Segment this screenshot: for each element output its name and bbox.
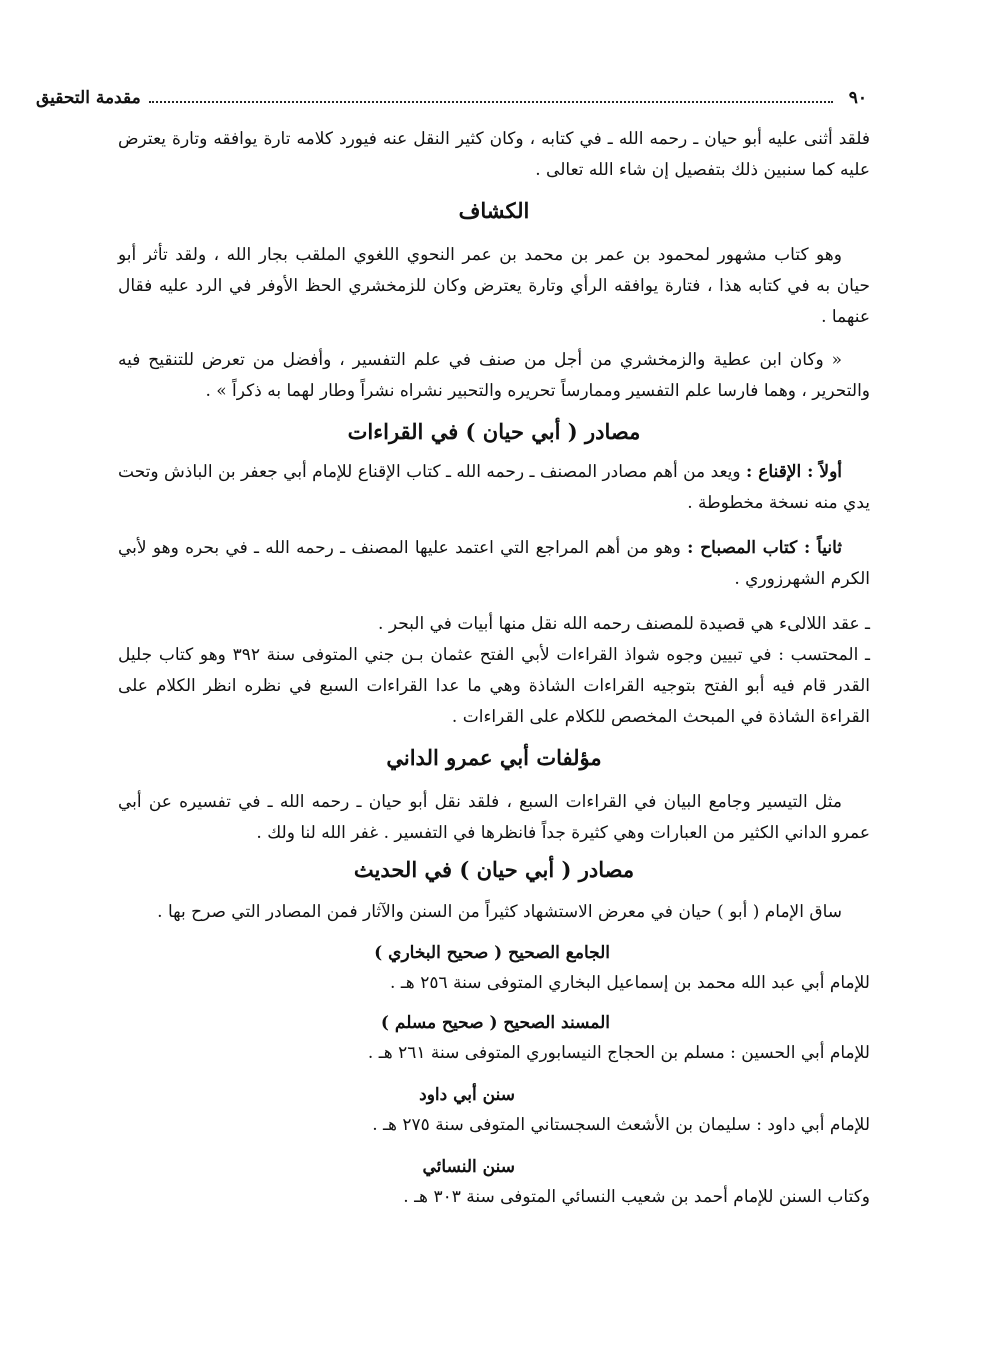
leader-dots	[149, 101, 833, 103]
misbah-text: وهو من أهم المراجع التي اعتمد عليها المصنف ـ رحمه الله ـ في بحره وهو لأبي الكرم الشهرزوري .	[118, 538, 870, 589]
muslim-text: للإمام أبي الحسين : مسلم بن الحجاج النيسابوري المتوفى سنة ٢٦١ هـ .	[367, 1043, 870, 1063]
iqna-lead: أولاً : الإقناع :	[746, 462, 843, 482]
misbah-paragraph	[118, 533, 870, 595]
abudawud-text: للإمام أبي داود : سليمان بن الأشعث السجستاني المتوفى سنة ٢٧٥ هـ .	[372, 1115, 870, 1135]
running-header	[36, 84, 867, 112]
muhtasab-item: ـ المحتسب : في تبيين وجوه شواذ القراءات لأبي الفتح عثمان بـن جني المتوفى سنة ٣٩٢ وهو كتاب جليل القدر قام فيه أبو الفتح بتوجيه القراءات الشاذة وهي ما عدا القراءات السبع في نظره انظر الكلام على القراءة الشاذة في المبحث المخصص للكلام على القراءات .	[118, 645, 870, 727]
muslim-title: المسند الصحيح ( صحيح مسلم )	[380, 1013, 610, 1033]
intro-paragraph: فلقد أثنى عليه أبو حيان ـ رحمه الله ـ في كتابه ، وكان كثير النقل عنه فيورد كلامه تارة يوافقه وتارة يعترض عليه كما سنبين ذلك بتفصيل إن شاء الله تعالى .	[118, 129, 870, 180]
page-number: ٩٠	[848, 88, 867, 108]
bukhari-text: للإمام أبي عبد الله محمد بن إسماعيل البخاري المتوفى سنة ٢٥٦ هـ .	[390, 973, 870, 993]
qiraat-heading: مصادر ( أبي حيان ) في القراءات	[347, 419, 641, 444]
nasai-title: سنن النسائي	[422, 1157, 515, 1177]
dani-heading: مؤلفات أبي عمرو الداني	[386, 745, 602, 770]
nasai-text: وكتاب السنن للإمام أحمد بن شعيب النسائي المتوفى سنة ٣٠٣ هـ .	[403, 1187, 870, 1207]
kashshaf-paragraph: وهو كتاب مشهور لمحمود بن عمر بن محمد بن عمر النحوي اللغوي الملقب بجار الله ، ولقد تأثر أبو حيان به في كتابه هذا ، فتارة يوافقه الرأي وتارة يعترض وكان للزمخشري الحظ الأوفر في الرد عليه فقال عنهما .	[118, 245, 870, 327]
hadith-heading: مصادر ( أبي حيان ) في الحديث	[353, 857, 635, 882]
page-content	[118, 124, 870, 1212]
dani-paragraph: مثل التيسير وجامع البيان في القراءات السبع ، فلقد نقل أبو حيان ـ رحمه الله ـ في تفسيره عن أبي عمرو الداني الكثير من العبارات وهي كثيرة جداً فانظرها في التفسير . غفر الله لنا ولك .	[118, 792, 870, 843]
kashshaf-quote: « وكان ابن عطية والزمخشري من أجل من صنف في علم التفسير ، وأفضل من تعرض للتنقيح فيه والتحرير ، وهما فارسا علم التفسير وممارساً تحريره والتحبير نشراه نشراً وطار لهما به ذكراً » .	[118, 350, 870, 401]
iqna-paragraph	[118, 457, 870, 519]
bukhari-title: الجامع الصحيح ( صحيح البخاري )	[374, 943, 610, 963]
iqd-item: ـ عقد اللالىء هي قصيدة للمصنف رحمه الله نقل منها أبيات في البحر .	[378, 614, 870, 634]
kashshaf-heading: الكشاف	[458, 198, 530, 223]
abudawud-title: سنن أبي داود	[419, 1085, 515, 1105]
misbah-lead: ثانياً : كتاب المصباح :	[687, 538, 842, 558]
iqna-text: ويعد من أهم مصادر المصنف ـ رحمه الله ـ كتاب الإقناع للإمام أبي جعفر بن الباذش وتحت يدي منه نسخة مخطوطة .	[118, 462, 870, 513]
running-title: مقدمة التحقيق	[36, 88, 141, 108]
hadith-intro: ساق الإمام ( أبو ) حيان في معرض الاستشهاد كثيراً من السنن والآثار فمن المصادر التي صرح بها .	[157, 902, 842, 922]
